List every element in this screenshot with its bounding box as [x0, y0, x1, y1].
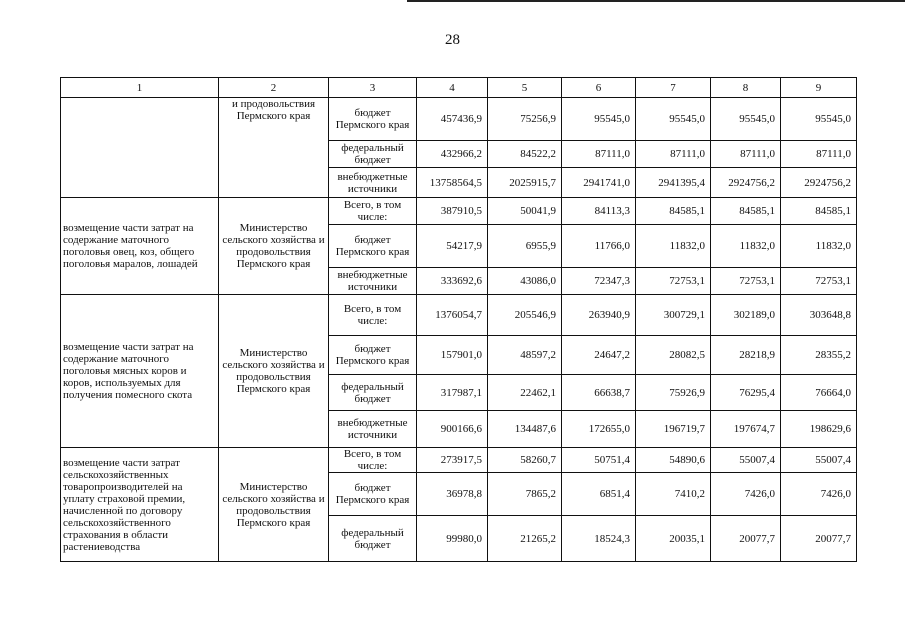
- value-cell: 172655,0: [562, 411, 636, 448]
- item-description: возмещение части затрат на содержание маточного поголовья мясных коров и коров, используемых для получения помесного скота: [61, 295, 219, 448]
- value-cell: 84585,1: [711, 198, 781, 225]
- value-cell: 76664,0: [781, 375, 857, 411]
- value-cell: 333692,6: [417, 268, 488, 295]
- executor-cell: Министерство сельского хозяйства и продовольствия Пермского края: [219, 295, 329, 448]
- value-cell: 7426,0: [711, 473, 781, 516]
- item-description: [61, 98, 219, 198]
- value-cell: 303648,8: [781, 295, 857, 336]
- value-cell: 54217,9: [417, 225, 488, 268]
- value-cell: 95545,0: [781, 98, 857, 141]
- value-cell: 72753,1: [711, 268, 781, 295]
- value-cell: 21265,2: [488, 516, 562, 562]
- value-cell: 28082,5: [636, 336, 711, 375]
- value-cell: 55007,4: [711, 448, 781, 473]
- funding-source: федеральный бюджет: [329, 141, 417, 168]
- funding-source: Всего, в том числе:: [329, 198, 417, 225]
- value-cell: 87111,0: [562, 141, 636, 168]
- header-cell: 2: [219, 78, 329, 98]
- funding-source: внебюджетные источники: [329, 168, 417, 198]
- value-cell: 84113,3: [562, 198, 636, 225]
- header-cell: 6: [562, 78, 636, 98]
- value-cell: 1376054,7: [417, 295, 488, 336]
- value-cell: 900166,6: [417, 411, 488, 448]
- funding-source: бюджет Пермского края: [329, 336, 417, 375]
- value-cell: 50751,4: [562, 448, 636, 473]
- value-cell: 6851,4: [562, 473, 636, 516]
- value-cell: 43086,0: [488, 268, 562, 295]
- header-cell: 4: [417, 78, 488, 98]
- value-cell: 58260,7: [488, 448, 562, 473]
- value-cell: 20077,7: [711, 516, 781, 562]
- value-cell: 95545,0: [562, 98, 636, 141]
- top-edge-line: [407, 0, 905, 2]
- value-cell: 87111,0: [711, 141, 781, 168]
- value-cell: 75256,9: [488, 98, 562, 141]
- value-cell: 11832,0: [781, 225, 857, 268]
- header-cell: 8: [711, 78, 781, 98]
- value-cell: 317987,1: [417, 375, 488, 411]
- value-cell: 55007,4: [781, 448, 857, 473]
- value-cell: 2924756,2: [781, 168, 857, 198]
- value-cell: 84585,1: [781, 198, 857, 225]
- value-cell: 50041,9: [488, 198, 562, 225]
- value-cell: 11766,0: [562, 225, 636, 268]
- value-cell: 157901,0: [417, 336, 488, 375]
- item-description: возмещение части затрат сельскохозяйственных товаропроизводителей на уплату страховой премии, начисленной по договору сельскохозяйственного страхования в области растениеводства: [61, 448, 219, 562]
- funding-source: внебюджетные источники: [329, 268, 417, 295]
- funding-source: Всего, в том числе:: [329, 295, 417, 336]
- value-cell: 7865,2: [488, 473, 562, 516]
- value-cell: 36978,8: [417, 473, 488, 516]
- value-cell: 134487,6: [488, 411, 562, 448]
- value-cell: 300729,1: [636, 295, 711, 336]
- value-cell: 84585,1: [636, 198, 711, 225]
- value-cell: 75926,9: [636, 375, 711, 411]
- value-cell: 6955,9: [488, 225, 562, 268]
- executor-cell: Министерство сельского хозяйства и продовольствия Пермского края: [219, 448, 329, 562]
- value-cell: 28355,2: [781, 336, 857, 375]
- page-number: 28: [445, 32, 460, 48]
- header-row: [61, 78, 857, 98]
- value-cell: 87111,0: [781, 141, 857, 168]
- executor-cell: и продовольствия Пермского края: [219, 98, 329, 198]
- value-cell: 263940,9: [562, 295, 636, 336]
- value-cell: 13758564,5: [417, 168, 488, 198]
- value-cell: 432966,2: [417, 141, 488, 168]
- value-cell: 76295,4: [711, 375, 781, 411]
- table-row: [61, 448, 857, 473]
- value-cell: 196719,7: [636, 411, 711, 448]
- item-description: возмещение части затрат на содержание маточного поголовья овец, коз, общего поголовья маралов, лошадей: [61, 198, 219, 295]
- funding-source: бюджет Пермского края: [329, 98, 417, 141]
- value-cell: 72753,1: [781, 268, 857, 295]
- value-cell: 18524,3: [562, 516, 636, 562]
- value-cell: 11832,0: [636, 225, 711, 268]
- value-cell: 273917,5: [417, 448, 488, 473]
- funding-source: внебюджетные источники: [329, 411, 417, 448]
- value-cell: 2941741,0: [562, 168, 636, 198]
- header-cell: 5: [488, 78, 562, 98]
- value-cell: 95545,0: [636, 98, 711, 141]
- funding-source: бюджет Пермского края: [329, 225, 417, 268]
- value-cell: 205546,9: [488, 295, 562, 336]
- value-cell: 22462,1: [488, 375, 562, 411]
- value-cell: 198629,6: [781, 411, 857, 448]
- value-cell: 66638,7: [562, 375, 636, 411]
- value-cell: 11832,0: [711, 225, 781, 268]
- value-cell: 28218,9: [711, 336, 781, 375]
- header-cell: 9: [781, 78, 857, 98]
- header-cell: 7: [636, 78, 711, 98]
- value-cell: 2924756,2: [711, 168, 781, 198]
- value-cell: 7426,0: [781, 473, 857, 516]
- funding-source: Всего, в том числе:: [329, 448, 417, 473]
- value-cell: 2025915,7: [488, 168, 562, 198]
- header-cell: 3: [329, 78, 417, 98]
- value-cell: 72347,3: [562, 268, 636, 295]
- value-cell: 87111,0: [636, 141, 711, 168]
- value-cell: 99980,0: [417, 516, 488, 562]
- funding-source: федеральный бюджет: [329, 516, 417, 562]
- table-row: [61, 198, 857, 225]
- value-cell: 54890,6: [636, 448, 711, 473]
- funding-source: федеральный бюджет: [329, 375, 417, 411]
- value-cell: 84522,2: [488, 141, 562, 168]
- funding-source: бюджет Пермского края: [329, 473, 417, 516]
- value-cell: 387910,5: [417, 198, 488, 225]
- budget-table: [60, 77, 857, 562]
- value-cell: 2941395,4: [636, 168, 711, 198]
- value-cell: 48597,2: [488, 336, 562, 375]
- value-cell: 7410,2: [636, 473, 711, 516]
- value-cell: 302189,0: [711, 295, 781, 336]
- value-cell: 72753,1: [636, 268, 711, 295]
- value-cell: 20035,1: [636, 516, 711, 562]
- table-row: [61, 295, 857, 336]
- table-row: [61, 98, 857, 141]
- value-cell: 24647,2: [562, 336, 636, 375]
- executor-cell: Министерство сельского хозяйства и продовольствия Пермского края: [219, 198, 329, 295]
- value-cell: 457436,9: [417, 98, 488, 141]
- value-cell: 95545,0: [711, 98, 781, 141]
- value-cell: 197674,7: [711, 411, 781, 448]
- value-cell: 20077,7: [781, 516, 857, 562]
- header-cell: 1: [61, 78, 219, 98]
